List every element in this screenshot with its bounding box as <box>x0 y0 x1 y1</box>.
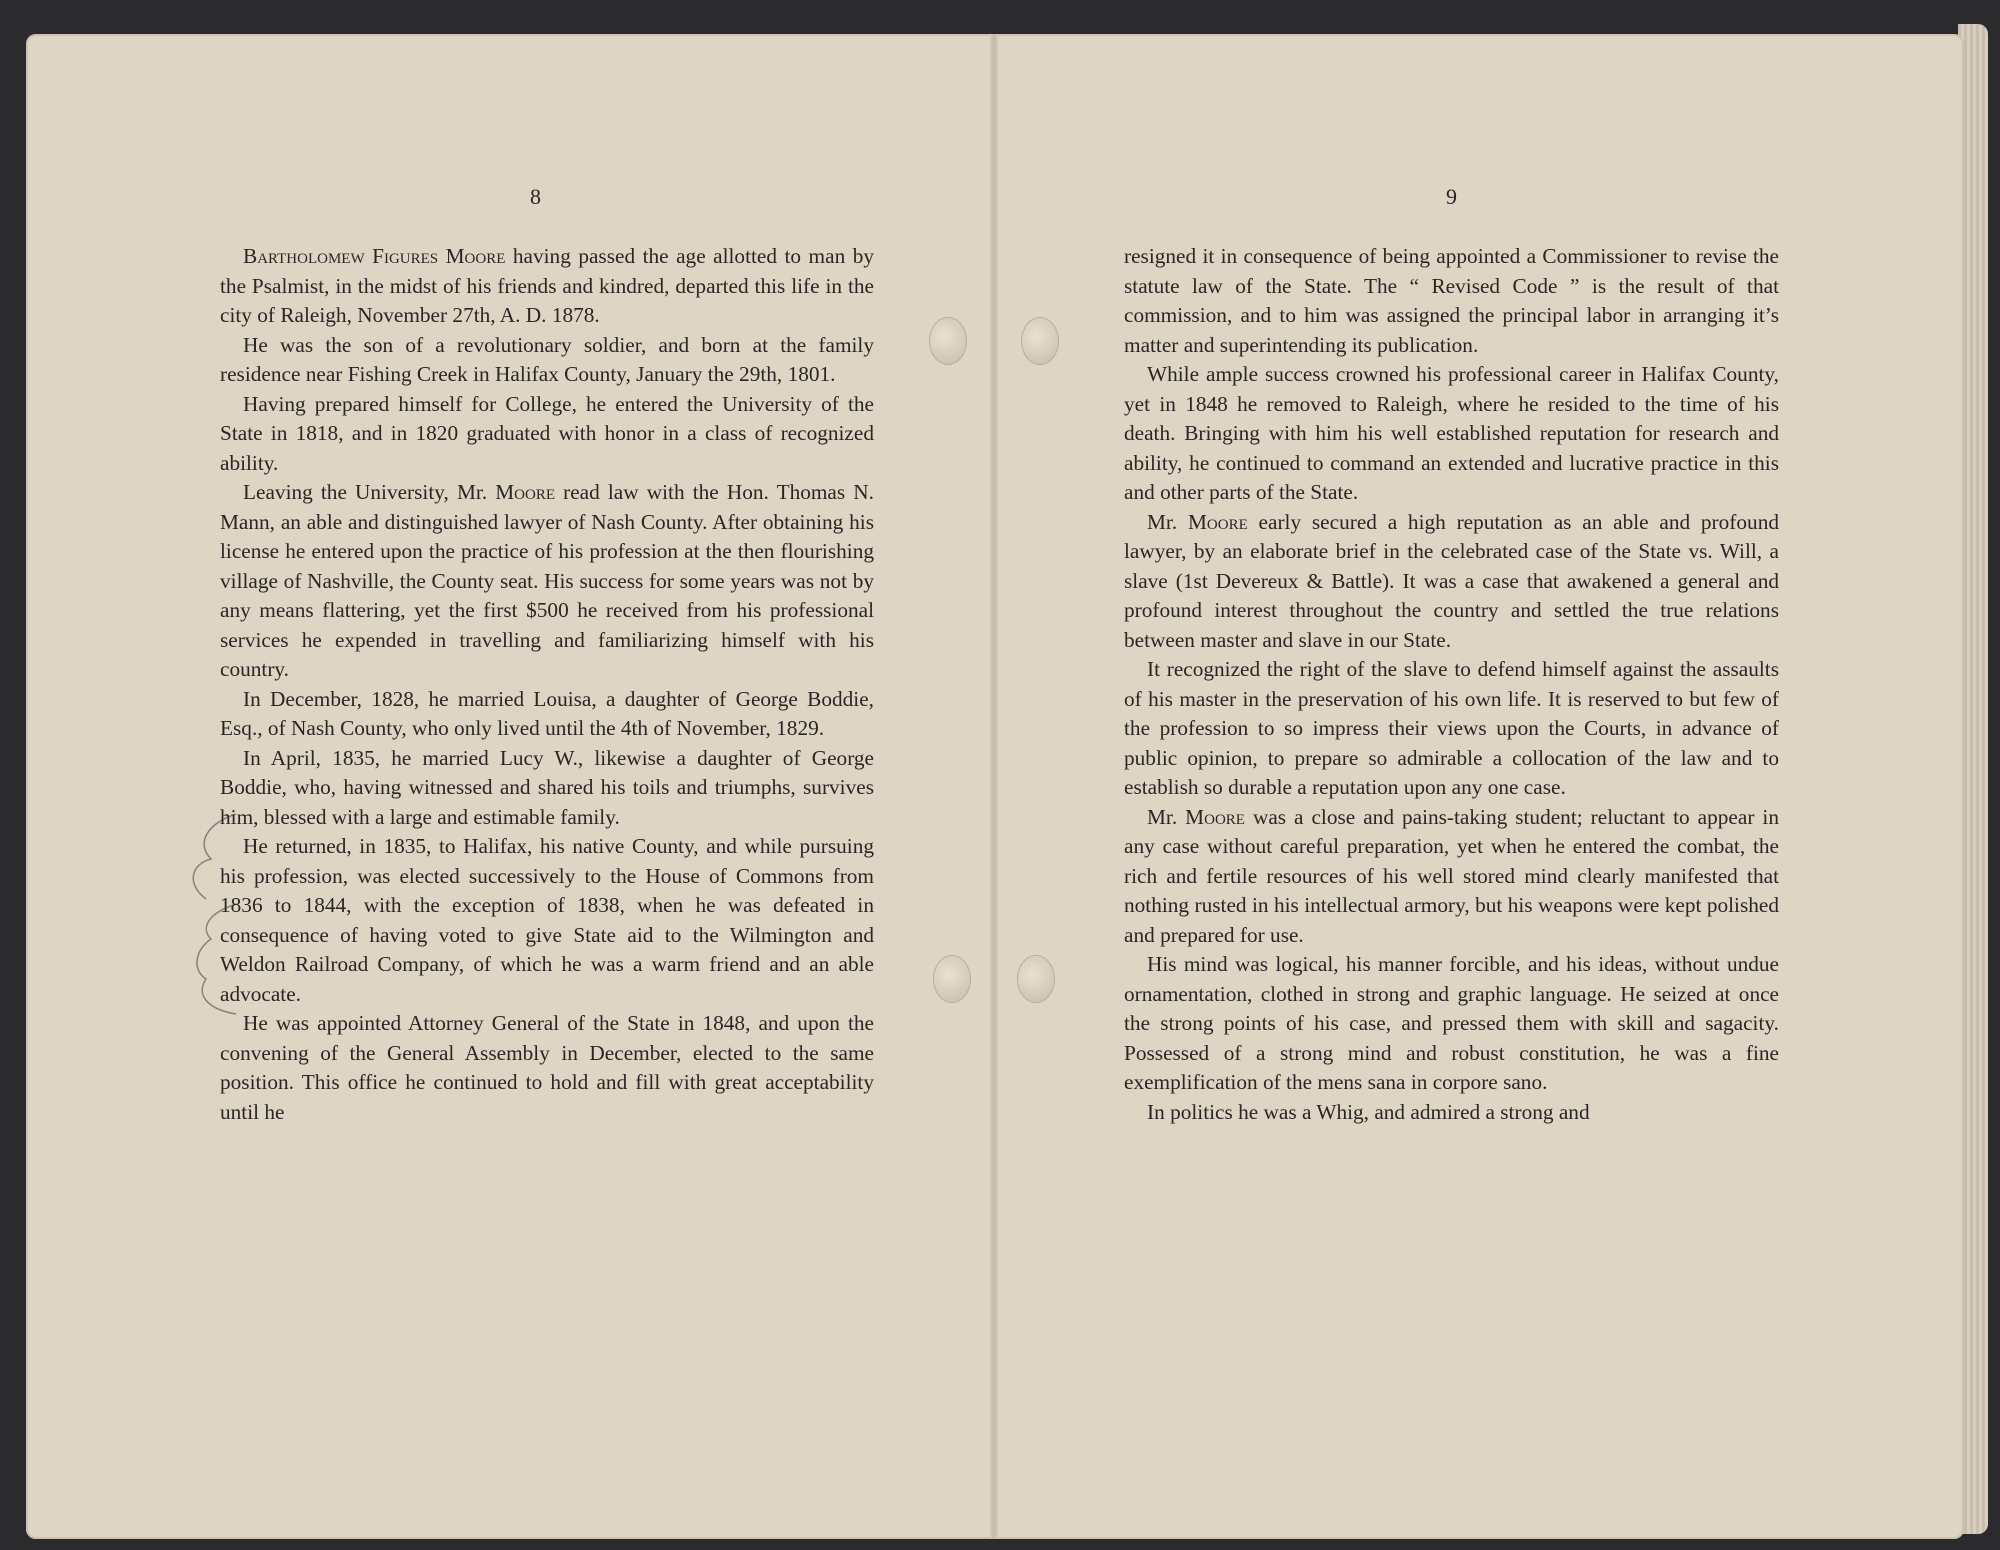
gutter <box>990 34 998 1539</box>
paragraph: resigned it in consequence of being appointed a Commissioner to revise the statute law of the State. The “ Revised Code ” is the result of that commission, and to him was assigned the principal labor in arranging it’s matter and superintending its publication. <box>1124 244 1779 357</box>
paragraph: In December, 1828, he married Louisa, a daughter of George Boddie, Esq., of Nash County, who only lived until the 4th of November, 1829. <box>220 686 874 740</box>
paragraph: He returned, in 1835, to Halifax, his native County, and while pursuing his profession, was elected successively to the House of Commons from 1836 to 1844, with the exception of 1838, when he was defeated in consequence of having voted to give State aid to the Wilmington and Weldon Railroad Company, of which he was a warm friend and an able advocate. <box>220 834 874 1006</box>
surname: Moore <box>495 480 556 504</box>
paragraph: While ample success crowned his professional career in Halifax County, yet in 1848 he removed to Raleigh, where he resided to the time of his death. Bringing with him his well established reputation for research and ability, he continued to command an extended and lucrative practice in this and other parts of the State. <box>1124 362 1779 504</box>
paragraph-text: Mr. <box>1147 509 1188 534</box>
paragraph: It recognized the right of the slave to defend himself against the assaults of his master in the preservation of his own life. It is reserved to but few of the profession to so impress their views upon the Courts, in advance of public opinion, to prepare so admirable a collocation of the law and to establish so durable a reputation upon any one case. <box>1124 657 1779 799</box>
left-body-text <box>220 242 874 1127</box>
paragraph <box>220 242 874 331</box>
paragraph-text: Leaving the University, Mr. <box>243 480 496 504</box>
page-number: 9 <box>1446 184 1457 209</box>
left-page <box>26 34 990 1539</box>
subject-name: Bartholomew Figures Moore <box>243 244 506 268</box>
right-body-text <box>1124 242 1779 1127</box>
paragraph: In April, 1835, he married Lucy W., likewise a daughter of George Boddie, who, having witnessed and shared his toils and triumphs, survives him, blessed with a large and estimable family. <box>220 745 874 829</box>
paragraph: He was the son of a revolutionary soldier, and born at the family residence near Fishing Creek in Halifax County, January the 29th, 1801. <box>220 332 874 386</box>
paragraph-text: was a close and pains-taking student; reluctant to appear in any case without careful preparation, yet when he entered the combat, the rich and fertile resources of his well stored mind clearly manifested that nothing rusted in his intellectual armory, but his weapons were kept polished and prepared for use. <box>1124 804 1779 947</box>
surname: Moore <box>1185 804 1245 829</box>
page-number: 8 <box>530 184 541 209</box>
paragraph-text: Mr. <box>1147 804 1186 829</box>
paragraph <box>1124 508 1779 656</box>
paragraph-text: early secured a high reputation as an able and profound lawyer, by an elaborate brief in the celebrated case of the State vs. Will, a slave (1st Devereux & Battle). It was a case that awakened a general and profound interest throughout the country and settled the true relations between master and slave in our State. <box>1124 509 1779 652</box>
paragraph: Having prepared himself for College, he entered the University of the State in 1818, and in 1820 graduated with honor in a class of recognized ability. <box>220 391 874 475</box>
paragraph: He was appointed Attorney General of the State in 1848, and upon the convening of the General Assembly in December, elected to the same position. This office he continued to hold and fill with great acceptability until he <box>220 1011 874 1124</box>
right-page <box>998 34 1938 1539</box>
paragraph-text: having passed the age allotted to man by the Psalmist, in the midst of his friends and kindred, departed this life in the city of Raleigh, November 27th, A. D. 1878. <box>220 244 874 327</box>
paragraph <box>220 478 874 685</box>
surname: Moore <box>1187 509 1248 534</box>
paragraph <box>1124 803 1779 951</box>
paragraph: In politics he was a Whig, and admired a strong and <box>1147 1099 1590 1124</box>
paragraph-text: read law with the Hon. Thomas N. Mann, an able and distinguished lawyer of Nash County. After obtaining his license he entered upon the practice of his profession at the then flourishing village of Nashville, the County seat. His success for some years was not by any means flattering, yet the first $500 he received from his professional services he expended in travelling and familiarizing himself with his country. <box>220 480 874 681</box>
paragraph: His mind was logical, his manner forcible, and his ideas, without undue ornamentation, clothed in strong and graphic language. He seized at once the strong points of his case, and pressed them with skill and sagacity. Possessed of a strong mind and robust constitution, he was a fine exemplification of the mens sana in corpore sano. <box>1124 952 1779 1094</box>
